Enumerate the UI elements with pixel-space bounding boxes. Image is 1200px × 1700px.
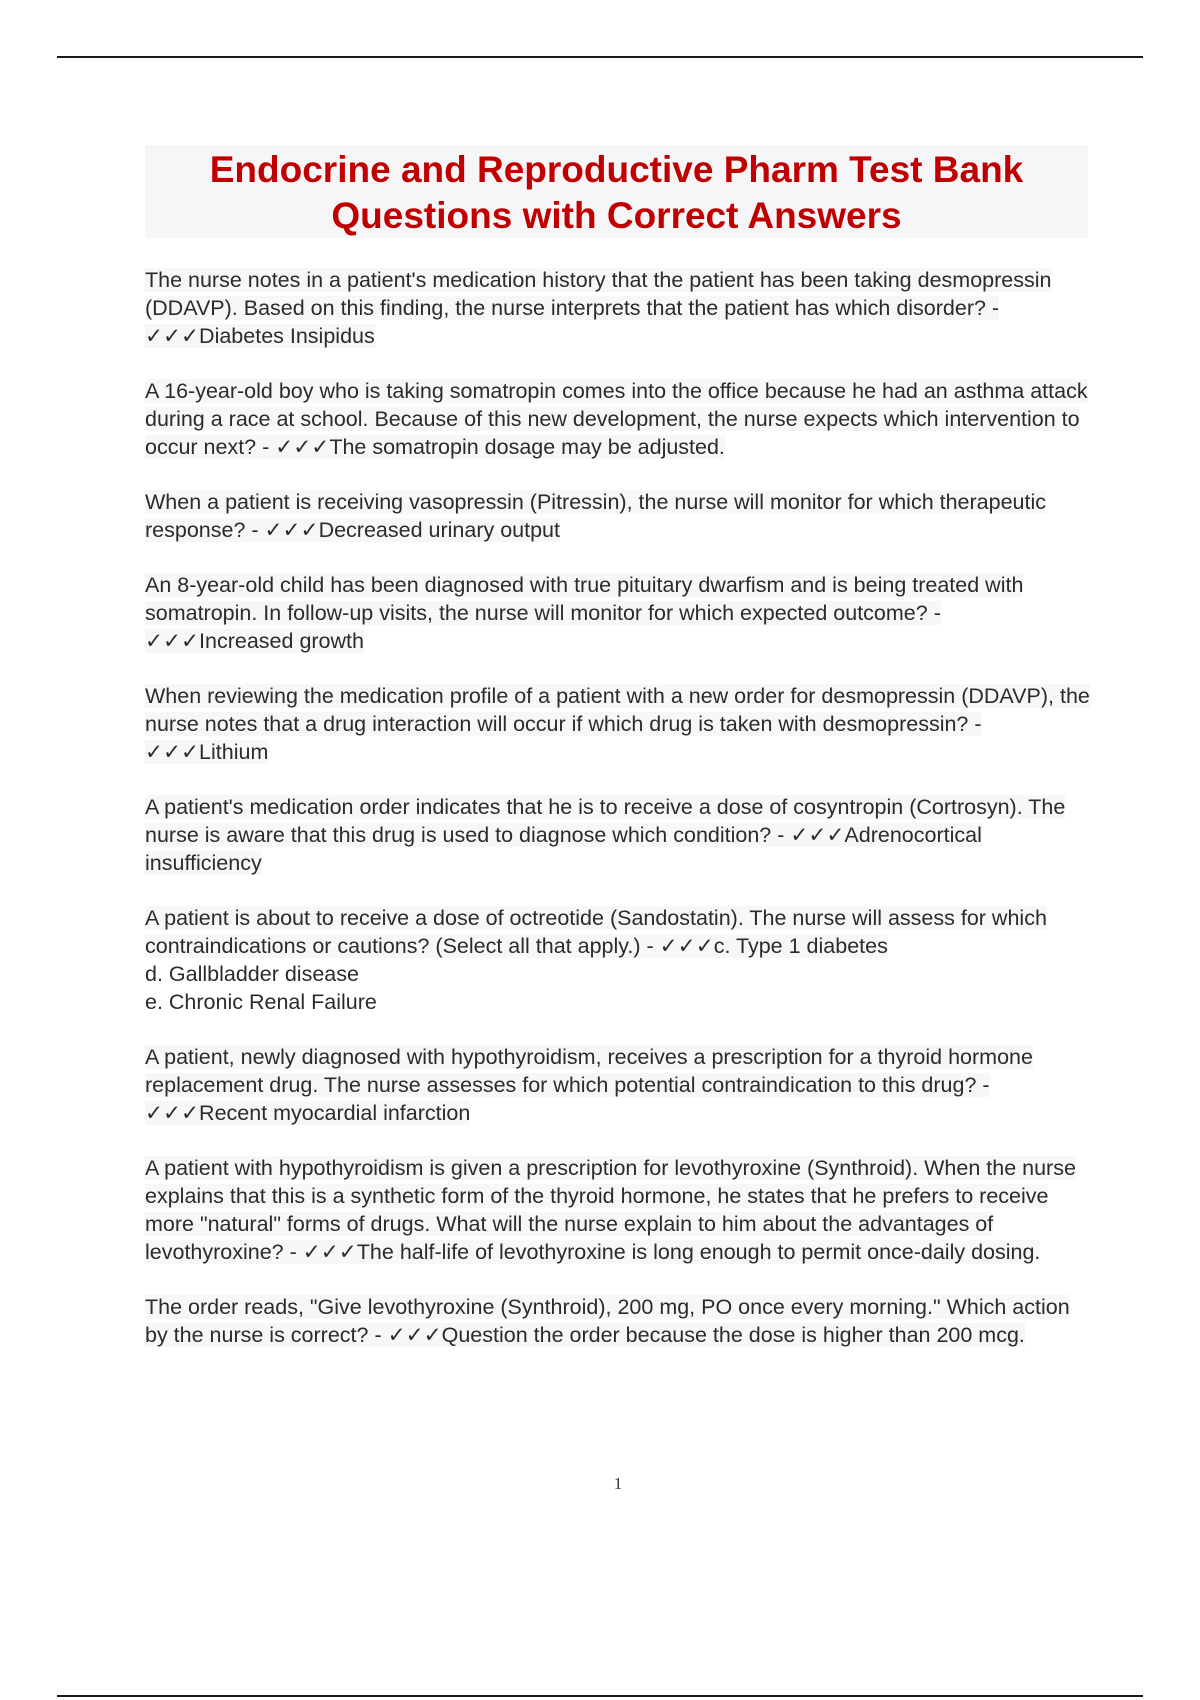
question-text: An 8-year-old child has been diagnosed with true pituitary dwarfism and is being treated with somatropin. In follow-up visits, the nurse will monitor for which expected outcome? <box>145 573 1024 625</box>
answer-text: Adrenocortical insufficiency <box>145 823 982 875</box>
answer-text: The half-life of levothyroxine is long enough to permit once-daily dosing. <box>356 1240 1041 1264</box>
qa-item <box>145 1154 1090 1266</box>
checkmark-icon: ✓✓✓ <box>145 740 200 764</box>
answer-text: c. Type 1 diabetes <box>713 934 888 958</box>
qa-item <box>145 682 1090 766</box>
answer-separator: - <box>976 1073 990 1097</box>
answer-separator: - <box>283 1240 303 1264</box>
question-list <box>145 266 1090 1376</box>
answer-separator: - <box>640 934 660 958</box>
answer-option: d. Gallbladder disease <box>145 962 359 986</box>
qa-item <box>145 377 1090 461</box>
answer-separator: - <box>368 1323 388 1347</box>
question-text: When a patient is receiving vasopressin (Pitressin), the nurse will monitor for which therapeutic response? <box>145 490 1047 542</box>
answer-separator: - <box>968 712 982 736</box>
title-line-1: Endocrine and Reproductive Pharm Test Bank <box>209 149 1024 190</box>
qa-item <box>145 904 1090 1016</box>
qa-item <box>145 571 1090 655</box>
answer-option: e. Chronic Renal Failure <box>145 990 377 1014</box>
checkmark-icon: ✓✓✓ <box>302 1240 357 1264</box>
answer-separator: - <box>771 823 791 847</box>
answer-text: Question the order because the dose is higher than 200 mcg. <box>441 1323 1025 1347</box>
checkmark-icon: ✓✓✓ <box>145 629 200 653</box>
answer-separator: - <box>256 435 276 459</box>
header-rule <box>57 56 1143 58</box>
qa-item <box>145 793 1090 877</box>
footer-rule <box>57 1695 1143 1697</box>
checkmark-icon: ✓✓✓ <box>275 435 330 459</box>
answer-text: Diabetes Insipidus <box>199 324 375 348</box>
question-text: A patient with hypothyroidism is given a prescription for levothyroxine (Synthroid). When the nurse explains that this is a synthetic form of the thyroid hormone, he states that he prefers to receive more "natural" forms of drugs. What will the nurse explain to him about the advantages of levothyroxine? <box>145 1156 1076 1264</box>
answer-text: The somatropin dosage may be adjusted. <box>329 435 725 459</box>
title-line-2: Questions with Correct Answers <box>331 195 902 236</box>
checkmark-icon: ✓✓✓ <box>659 934 714 958</box>
checkmark-icon: ✓✓✓ <box>387 1323 442 1347</box>
qa-item <box>145 1043 1090 1127</box>
question-text: The order reads, "Give levothyroxine (Synthroid), 200 mg, PO once every morning." Which action by the nurse is correct? <box>145 1295 1070 1347</box>
qa-item <box>145 488 1090 544</box>
qa-item <box>145 266 1090 350</box>
answer-text: Decreased urinary output <box>318 518 560 542</box>
checkmark-icon: ✓✓✓ <box>145 324 200 348</box>
checkmark-icon: ✓✓✓ <box>145 1101 200 1125</box>
question-text: A patient's medication order indicates that he is to receive a dose of cosyntropin (Cortrosyn). The nurse is aware that this drug is used to diagnose which condition? <box>145 795 1066 847</box>
answer-separator: - <box>985 296 1000 320</box>
document-title <box>145 145 1088 238</box>
question-text: A patient is about to receive a dose of octreotide (Sandostatin). The nurse will assess for which contraindications or cautions? (Select all that apply.) <box>145 906 1047 958</box>
answer-separator: - <box>927 601 941 625</box>
page-number: 1 <box>613 1474 623 1493</box>
checkmark-icon: ✓✓✓ <box>264 518 319 542</box>
question-text: A 16-year-old boy who is taking somatropin comes into the office because he had an asthma attack during a race at school. Because of this new development, the nurse expects which intervention to occur next? <box>145 379 1088 459</box>
qa-item <box>145 1293 1090 1349</box>
answer-text: Increased growth <box>199 629 364 653</box>
answer-separator: - <box>245 518 265 542</box>
question-text: The nurse notes in a patient's medication history that the patient has been taking desmopressin (DDAVP). Based on this finding, the nurse interprets that the patient has which disorder? <box>145 268 1052 320</box>
question-text: A patient, newly diagnosed with hypothyroidism, receives a prescription for a thyroid hormone replacement drug. The nurse assesses for which potential contraindication to this drug? <box>145 1045 1033 1097</box>
answer-text: Recent myocardial infarction <box>199 1101 471 1125</box>
question-text: When reviewing the medication profile of a patient with a new order for desmopressin (DDAVP), the nurse notes that a drug interaction will occur if which drug is taken with desmopressin? <box>145 684 1090 736</box>
answer-text: Lithium <box>199 740 269 764</box>
checkmark-icon: ✓✓✓ <box>790 823 845 847</box>
